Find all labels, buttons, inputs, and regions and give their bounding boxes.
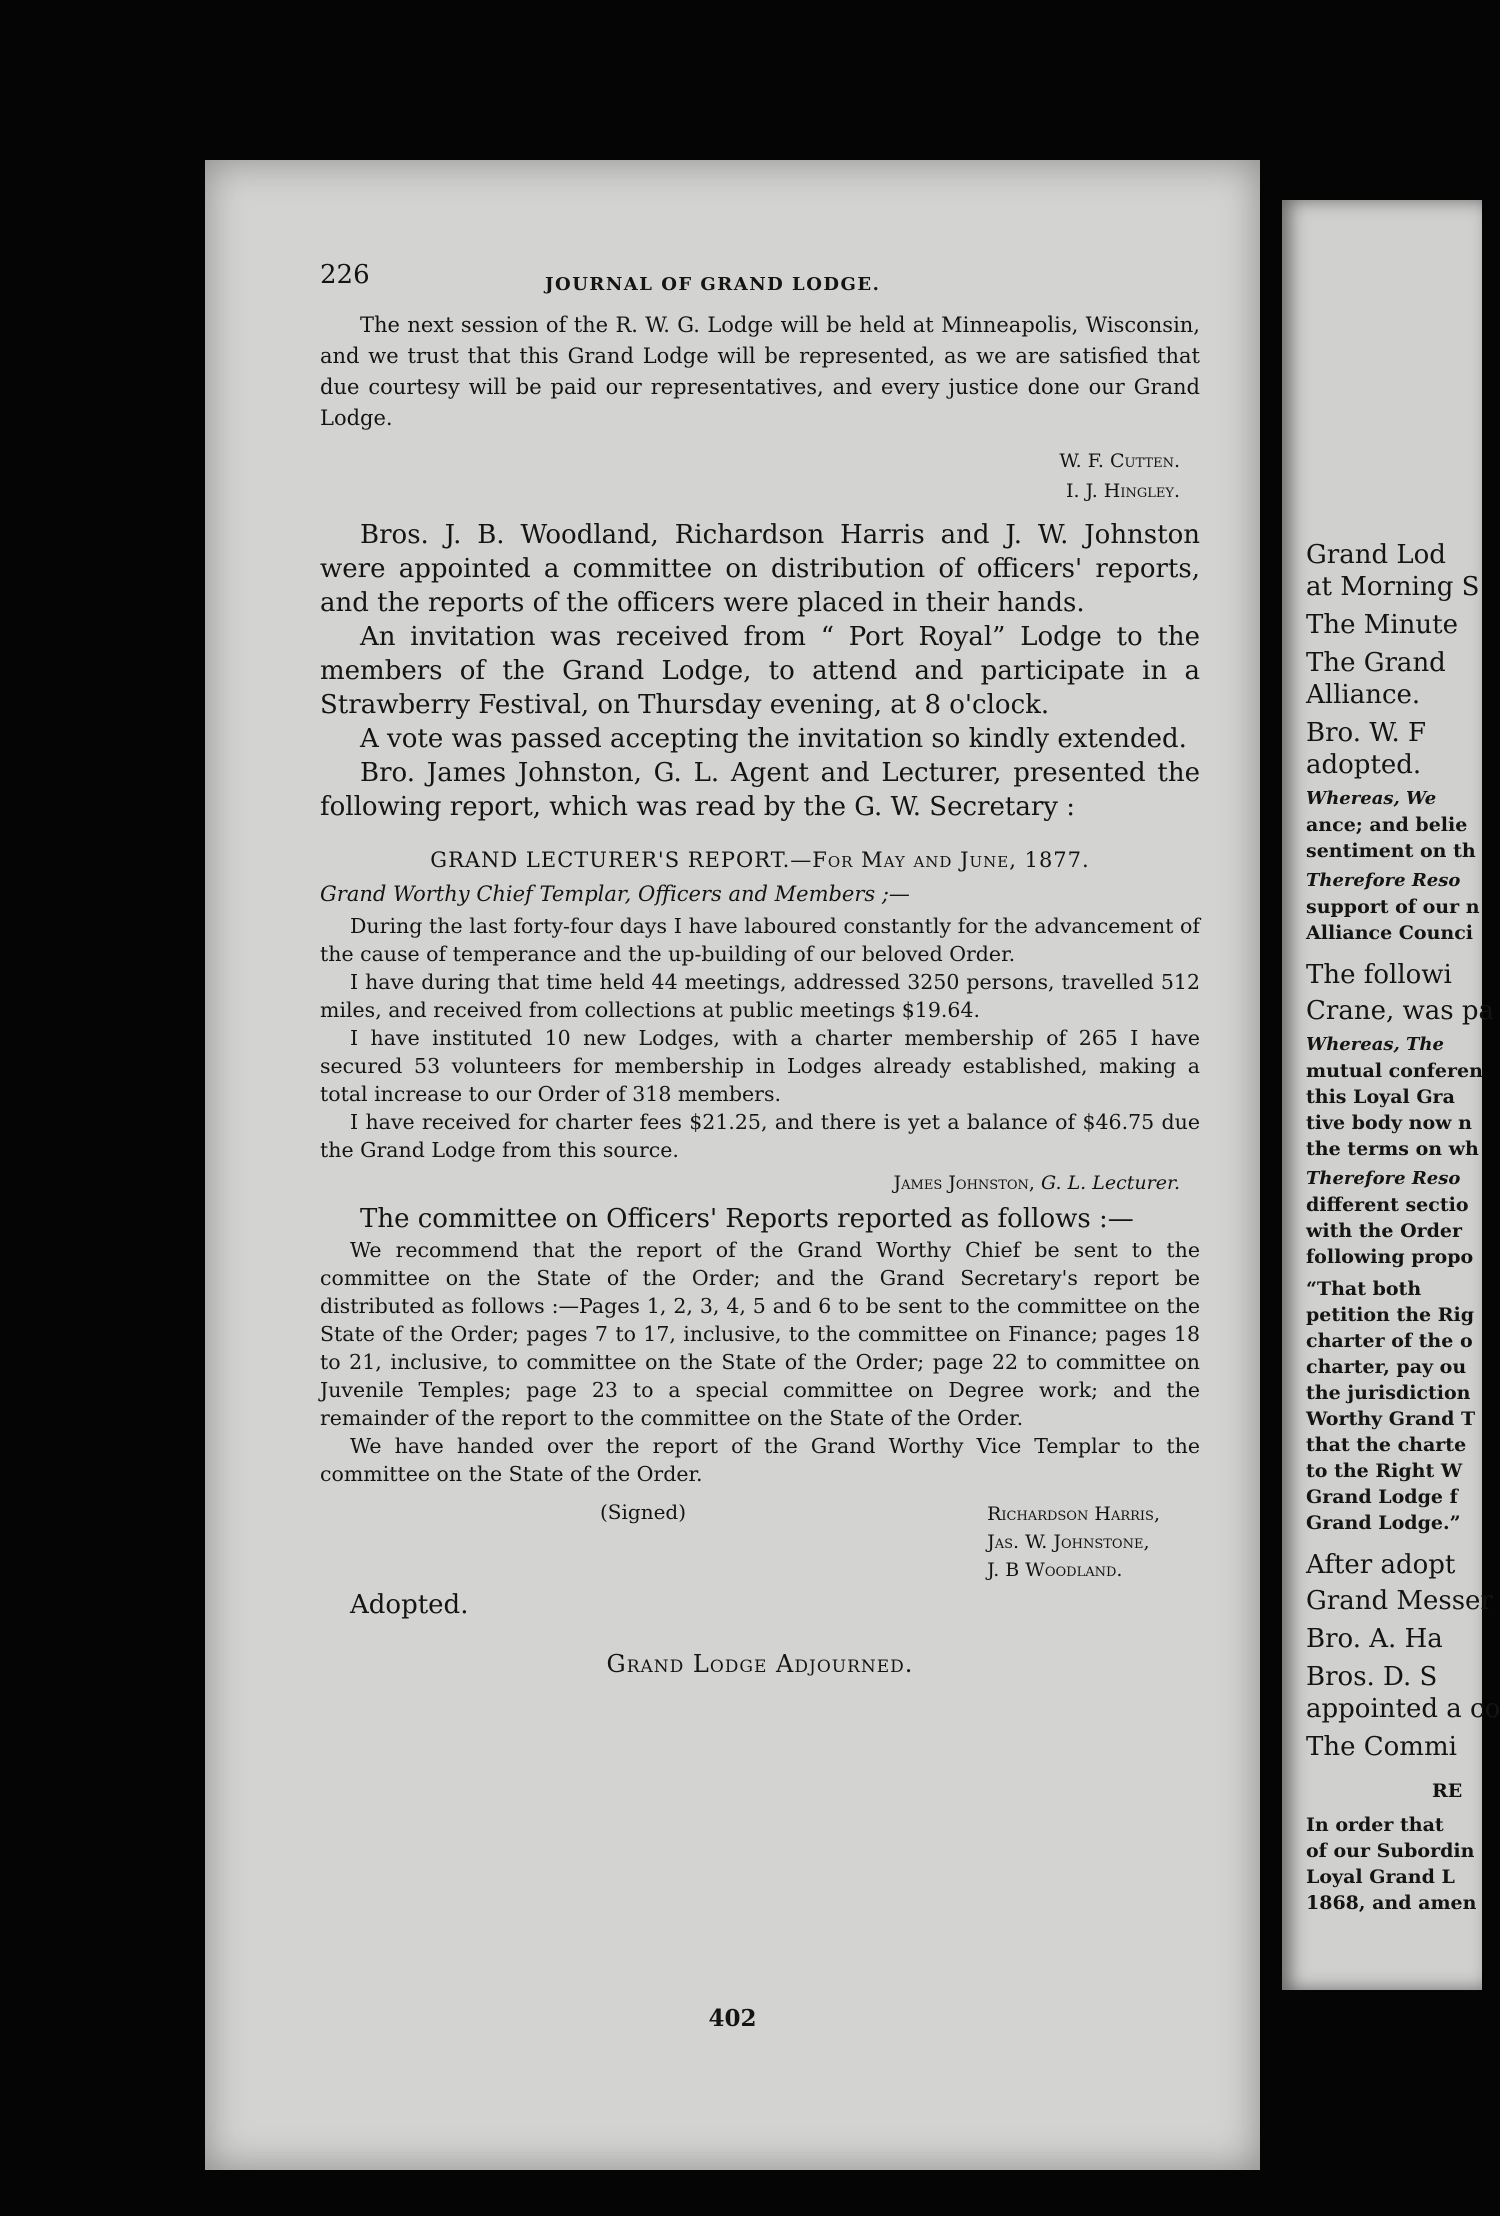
- paragraph-lecturer-report-intro: Bro. James Johnston, G. L. Agent and Lecturer, presented the following report, which was read by the G. W. Secretary :: [320, 758, 1200, 822]
- right-page-line: this Loyal Gra: [1306, 1086, 1455, 1108]
- right-page-line: the jurisdiction: [1306, 1382, 1471, 1404]
- right-page-line: tive body now n: [1306, 1112, 1472, 1134]
- right-page-line: 1868, and amen: [1306, 1892, 1477, 1914]
- right-page-line: at Morning S: [1306, 572, 1480, 602]
- signer-johnstone: Jas. W. Johnstone,: [987, 1531, 1150, 1553]
- report-title-date: —For May and June, 1877.: [790, 848, 1090, 872]
- page-number-bottom: 402: [708, 2005, 757, 2032]
- right-page-line: sentiment on th: [1306, 840, 1476, 862]
- adopted-line: Adopted.: [350, 1590, 469, 1620]
- right-page-line: different sectio: [1306, 1194, 1469, 1216]
- signature-hingley: I. J. Hingley.: [1065, 480, 1180, 502]
- paragraph-vote: A vote was passed accepting the invitation so kindly extended.: [360, 724, 1187, 754]
- report-paragraph-meetings: I have during that time held 44 meetings, addressed 3250 persons, travelled 512 miles, and received from collections at public meetings $19.64.: [320, 970, 1200, 1022]
- right-page-line: In order that: [1306, 1814, 1444, 1836]
- paragraph-invitation: An invitation was received from “ Port Royal” Lodge to the members of the Grand Lodge, to attend and participate in a Strawberry Festival, on Thursday evening, at 8 o'clock.: [320, 622, 1200, 720]
- right-page-line: Grand Lodge f: [1306, 1486, 1458, 1508]
- right-page-line: The Commi: [1306, 1732, 1457, 1762]
- right-page-line: The Grand: [1306, 648, 1446, 678]
- page-number-top: 226: [320, 260, 370, 290]
- signature-block: [320, 446, 1180, 506]
- committee-vice-templar: We have handed over the report of the Grand Worthy Vice Templar to the committee on the State of the Order.: [320, 1434, 1200, 1486]
- right-page-line: following propo: [1306, 1246, 1474, 1268]
- right-page-line: appointed a co: [1306, 1694, 1500, 1724]
- right-page-line: “That both: [1306, 1278, 1422, 1300]
- right-page-line: Bro. A. Ha: [1306, 1624, 1443, 1654]
- right-page-line: Grand Messer: [1306, 1586, 1493, 1616]
- committee-recommendation: We recommend that the report of the Grand Worthy Chief be sent to the committee on the State of the Order; and the Grand Secretary's report be distributed as follows :—Pages 1, 2, 3, 4, 5 and 6 to be sent to the committee on the State of the Order; pages 7 to 17, inclusive, to the committee on Finance; pages 18 to 21, inclusive, to committee on the State of the Order; page 22 to committee on Juvenile Temples; page 23 to a special committee on Degree work; and the remainder of the report to the committee on the State of the Order.: [320, 1238, 1200, 1430]
- signers: [987, 1500, 1160, 1584]
- lecturer-name: James Johnston,: [893, 1172, 1035, 1194]
- lecturer-title: G. L. Lecturer.: [1040, 1172, 1180, 1194]
- right-page-line: Loyal Grand L: [1306, 1866, 1455, 1888]
- signature-cutten: W. F. Cutten.: [1059, 450, 1180, 472]
- right-page-fragment: [1282, 200, 1500, 1990]
- paragraph-next-session: The next session of the R. W. G. Lodge will be held at Minneapolis, Wisconsin, and we trust that this Grand Lodge will be represented, as we are satisfied that due courtesy will be paid our representatives, and every justice done our Grand Lodge.: [320, 313, 1200, 430]
- right-page-line: adopted.: [1306, 750, 1422, 780]
- right-page-line: charter, pay ou: [1306, 1356, 1467, 1378]
- running-head: JOURNAL OF GRAND LODGE.: [545, 274, 881, 295]
- lecturer-signature: [320, 1172, 1180, 1194]
- signed-row: [600, 1500, 1160, 1584]
- right-page-line: Therefore Reso: [1306, 1168, 1461, 1189]
- left-page: [205, 160, 1260, 2170]
- right-page-line: Alliance.: [1306, 680, 1421, 710]
- right-page-line: Whereas, The: [1306, 1034, 1444, 1055]
- right-page-line: RE: [1432, 1780, 1463, 1802]
- page-header: [320, 260, 1200, 310]
- right-page-line: charter of the o: [1306, 1330, 1473, 1352]
- signed-label: (Signed): [600, 1500, 687, 1524]
- right-page-line: Grand Lod: [1306, 540, 1446, 570]
- right-page-line: Worthy Grand T: [1306, 1408, 1476, 1430]
- signer-woodland: J. B Woodland.: [987, 1559, 1123, 1581]
- right-page-line: Bro. W. F: [1306, 718, 1427, 748]
- right-page-line: After adopt: [1306, 1550, 1456, 1580]
- right-page-line: with the Order: [1306, 1220, 1463, 1242]
- report-title-main: GRAND LECTURER'S REPORT.: [430, 848, 791, 872]
- right-page-line: ance; and belie: [1306, 814, 1468, 836]
- right-page-line: that the charte: [1306, 1434, 1467, 1456]
- right-page-line: Alliance Counci: [1306, 922, 1474, 944]
- right-page-line: Therefore Reso: [1306, 870, 1461, 891]
- right-page-line: petition the Rig: [1306, 1304, 1475, 1326]
- report-title: [320, 848, 1200, 872]
- paragraph-committee-reported: The committee on Officers' Reports reported as follows :—: [360, 1204, 1134, 1234]
- right-page-line: Whereas, We: [1306, 788, 1437, 809]
- adjourned-heading: Grand Lodge Adjourned.: [606, 1650, 914, 1678]
- report-paragraph-lodges: I have instituted 10 new Lodges, with a charter membership of 265 I have secured 53 volunteers for membership in Lodges already established, making a total increase to our Order of 318 members.: [320, 1026, 1200, 1106]
- right-page-line: support of our n: [1306, 896, 1480, 918]
- report-salutation: Grand Worthy Chief Templar, Officers and Members ;—: [320, 882, 910, 906]
- right-page-line: of our Subordin: [1306, 1840, 1475, 1862]
- page-content: [320, 260, 1200, 1678]
- right-page-line: Grand Lodge.”: [1306, 1512, 1461, 1534]
- report-paragraph-labours: During the last forty-four days I have laboured constantly for the advancement of the cause of temperance and the up-building of our beloved Order.: [320, 914, 1200, 966]
- right-page-line: the terms on wh: [1306, 1138, 1479, 1160]
- right-page-line: to the Right W: [1306, 1460, 1463, 1482]
- right-page-line: mutual conferen: [1306, 1060, 1483, 1082]
- right-page-line: The followi: [1306, 960, 1452, 990]
- right-page-line: Crane, was pa: [1306, 996, 1494, 1026]
- signer-harris: Richardson Harris,: [987, 1503, 1160, 1525]
- right-page-line: Bros. D. S: [1306, 1662, 1438, 1692]
- right-page-line: The Minute: [1306, 610, 1459, 640]
- report-paragraph-fees: I have received for charter fees $21.25, and there is yet a balance of $46.75 due the Grand Lodge from this source.: [320, 1110, 1200, 1162]
- paragraph-committee-appointed: Bros. J. B. Woodland, Richardson Harris and J. W. Johnston were appointed a committee on distribution of officers' reports, and the reports of the officers were placed in their hands.: [320, 520, 1200, 618]
